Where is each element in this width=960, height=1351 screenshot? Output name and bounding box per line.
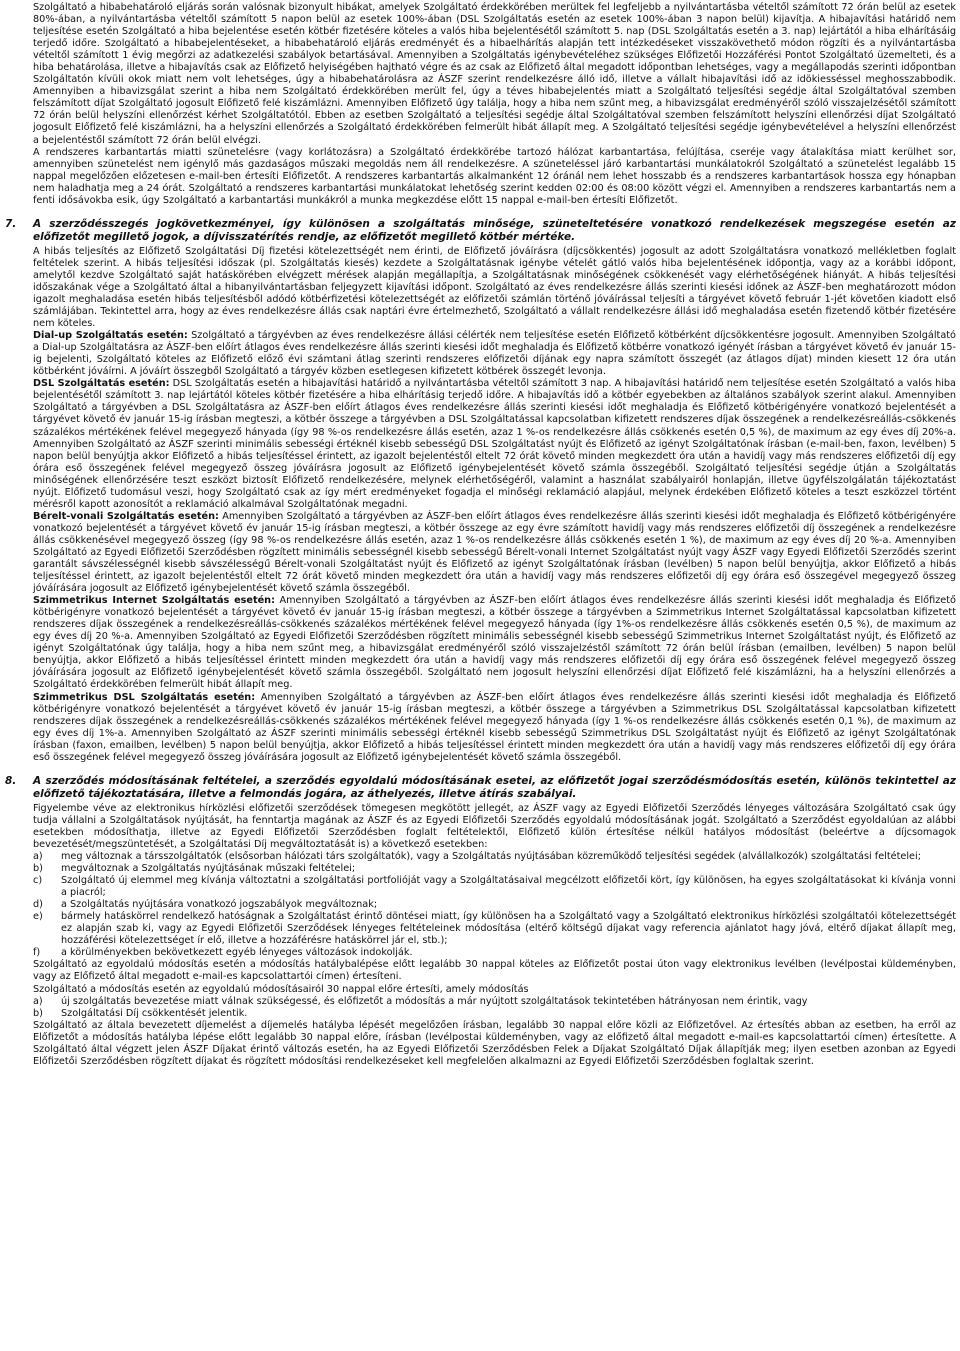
section-8-paragraph-1: Figyelembe véve az elektronikus hírközlési előfizetői szerződések tömegesen megkötött jellegét, az ÁSZF vagy az Egyedi Előfizetői Szerződés lényeges változására Szolgáltató csak úgy tudja vállalni a Szolgáltatások nyújtását, ha fenntartja magának az ÁSZF és az Egyedi Előfizetői Szerződés egyoldalú módosításának jogát. Szolgáltató a Szerződést egyoldalúan az alábbi esetekben módosíthatja, illetve az Egyedi Előfizetői Szerződésben foglalt feltételektől, Előfizető külön értesítése nélkül hatályos módosítást (beleértve a díjcsomagok bevezetését/megszüntetését, a Szolgáltatási Díj megváltoztatását is) a következő esetekben: (33, 802, 956, 850)
section-8-title: A szerződés módosításának feltételei, a szerződés egyoldalú módosításának esetei, az előfizetőt jogai szerződésmódosítás esetén, különös tekintettel az előfizető tájékoztatására, illetve a felmondás jogára, az áthelyezés, illetve átírás szabályai. (33, 774, 956, 800)
section-8-list-2 (33, 996, 956, 1020)
section-7-symint: Szimmetrikus Internet Szolgáltatás esetén: Amennyiben Szolgáltató a tárgyévben az ÁSZF-ben előírt átlagos éves rendelkezésre állás szerinti kiesési időt meghaladja és Előfizető kötbérigényre vonatkozó bejelentését a tárgyévet követő év január 15-ig írásban megteszi, a kötbér összege a tárgyévben a Szimmetrikus Internet Szolgáltatással kapcsolatban kifizetett rendszeres díjak összegének a rendelkezésreállás-csökkenés százalékos mértékének felével megegyező hányada (így 1%-os rendelkezésre állás csökkenés esetén 0,5 %), de maximum az egy éves díj 20 %-a. Amennyiben Szolgáltató az Egyedi Előfizetői Szerződésben rögzített minimális sebességnél kisebb sebességű Szimmetrikus Internet Szolgáltatást nyújt, és Előfizető az igényt Szolgáltatónak úgy találja, hogy a hiba nem szűnt meg, a hibavizsgálat eredményéről szóló visszajelzéstől számított 72 órán belül írásban (emailben, levélben) 5 napon belül benyújtja, akkor Előfizető a hibás teljesítéssel érintett minden megkezdett óra után a havidíj vagy más rendszeres előfizetői díj egy órára eső összegének felével megegyező összeg jóváírására jogosult az Előfizető igénybejelentését követő számla összegéből. Szolgáltató nem jogosult helyszíni ellenőrzési díjat Előfizető felé kiszámlázni, ha a helyszíni ellenőrzés a Szolgáltató érdekkörében felmerült hibát állapít meg. (33, 595, 956, 691)
section-7-title: A szerződésszegés jogkövetkezményei, így különösen a szolgáltatás minősége, szüneteltetésére vonatkozó rendelkezések megszegése esetén az előfizetőt megillető jogok, a díjvisszatérítés rendje, az előfizetőt megillető kötbér mértéke. (33, 217, 956, 243)
section-7-body (33, 246, 956, 764)
section-7-number: 7. (5, 217, 17, 230)
section-7-dsl: DSL Szolgáltatás esetén: DSL Szolgáltatás esetén a hibajavítási határidő a nyilvántartásba vételtől számított 3 nap. A hibajavítási határidő nem teljesítése esetén Szolgáltató a valós hiba bejelentésétől számított 3. nap lejártától köteles kötbér fizetésére a hiba elhárításig terjedő időre. A hibajavítás idő a kötbér egyebekben az általános szabályok szerint alakul. Amennyiben Szolgáltató a tárgyévben a DSL Szolgáltatásra az ÁSZF-ben előírt átlagos éves rendelkezésre állás szerinti kiesési időt meghaladja és Előfizető kötbérigényére vonatkozó bejelentését a tárgyévet követő év január 15-ig írásban megteszi, a kötbér összege a tárgyévben a DSL Szolgáltatással kapcsolatban kifizetett rendszeres díjak összegének a rendelkezésreállás-csökkenés százalékos mértékének felével megegyező hányada (így 98 %-os rendelkezésre állás esetén, azaz 1 %-os rendelkezésre állás csökkenés esetén 0,5 %), de maximum az egy éves díj 20%-a. Amennyiben Szolgáltató az ÁSZF szerinti minimális sebességi értéknél kisebb sebességű DSL Szolgáltatást nyújt és Előfizető az igényt Szolgáltatónak írásban (e-mail-ben, faxon, levélben) 5 napon belül benyújtja akkor Előfizető a hibás teljesítéssel érintett, az igazolt bejelentéstől eltelt 72 órát követő minden megkezdett óra után a havidíj vagy más rendszeres előfizetői díj egy órára eső összegének felével megegyező összeg jóváírásra jogosult az Előfizető igénybejelentését követő számla összegéből. Szolgáltató teljesítési segédje útján a Szolgáltatás minőségének ellenőrzésére teszt eszközt biztosít Előfizető rendelkezésére, melynek elérhetőségéről, valamint a használat szabályairól honlapján, illetve ügyfélszolgálatán tájékoztatást nyújt. Előfizető tudomásul veszi, hogy Szolgáltató csak az így mért eredményeket fogadja el minőségi reklamáció alapjául, melynek érdekében Előfizető köteles a teszt eszközzel történt mérésről kapott azonosítót a reklamáció alkalmával Szolgáltatónak megadni. (33, 378, 956, 510)
section-8-heading (5, 774, 956, 801)
section-7-paragraph-1: A hibás teljesítés az Előfizető Szolgáltatási Díj fizetési kötelezettségét nem érinti, de Előfizető jóváírásra (díjcsökkentés) jogosult az adott Szolgáltatásra vonatkozó mellékletben foglalt feltételek szerint. A hibás teljesítési időszak (pl. Szolgáltatás kiesés) kezdete a Szolgáltatásnak igénybe vételét gátló valós hiba bejelentésének időpontja, vagy az a korábbi időpont, amelytől kezdve Szolgáltató saját hatáskörében elvégzett mérések alapján megállapítja, a Szolgáltatásnak minőségének csökkenését vagy elérhetőségének hiányát. A hibás teljesítési időszakának vége a Szolgáltató által a hibanyilvántartásban feljegyzett kijavítási időpont. Szolgáltató az éves rendelkezésre állás szerinti kiesési időnek az ÁSZF-ben meghatározott módon igazolt meghaladása esetén hibás teljesítésből adódó kötbérfizetési kötelezettségét az előfizetői számlán történő jóváírással teljesíti a tárgyévet követő február 1-jét követően kiadott első számlájában. Tekintettel arra, hogy az éves rendelkezésre állás csak naptári évre értelmezhető, Szolgáltató a vállalt rendelkezésre állási idő meghaladása esetén fizetendő kötbér fizetésére nem köteles. (33, 245, 956, 330)
section-7-dialup: Dial-up Szolgáltatás esetén: Szolgáltató a tárgyévben az éves rendelkezésre állási célérték nem teljesítése esetén Előfizető kötbérként díjcsökkentésre jogosult. Amennyiben Szolgáltató a Dial-up Szolgáltatásra az ÁSZF-ben előírt átlagos éves rendelkezésre állás szerinti kiesési időt meghaladja és Előfizető kötbérre vonatkozó igényét írásban a tárgyévet követő év január 15-ig bejelenti, Szolgáltató köteles az Előfizető előző évi számtani átlag szerinti rendszeres előfizetői díjának egy napra számított összegét (az átlagos díjat) minden kiesett 12 óra után kötbérként jóváírni. A jóváírt összegből Szolgáltató a tárgyév közben esetlegesen kifizetett kötbérek összegét levonja. (33, 330, 956, 378)
list-item: b) megváltoznak a Szolgáltatás nyújtásának műszaki feltételei; (33, 863, 356, 875)
list-item: a) új szolgáltatás bevezetése miatt válnak szükségessé, és előfizetőt a módosítás a már nyújtott szolgáltatások tekintetében hátrányosan nem érintik, vagy (33, 995, 808, 1007)
list-item: c) Szolgáltató új elemmel meg kívánja változtatni a szolgáltatási portfolióját vagy a Szolgáltatásaival megcélzott előfizetői kört, így különösen, ha egyes szolgáltatásokat ki kívánja vonni a piacról; (33, 875, 956, 899)
section-7-symdsl: Szimmetrikus DSL Szolgáltatás esetén: Amennyiben Szolgáltató a tárgyévben az ÁSZF-ben előírt átlagos éves rendelkezésre állás szerinti kiesési időt meghaladja és Előfizető kötbérigényre vonatkozó bejelentését a tárgyévet követő év január 15-ig írásban megteszi, a kötbér összege a tárgyévben a Szimmetrikus DSL Szolgáltatással kapcsolatban kifizetett rendszeres díjak összegének a rendelkezésreállás-csökkenés százalékos mértékének felével megegyező hányada (így 1 %-os rendelkezésre állás csökkenés esetén 0,1 %), de maximum az egy éves díj 1%-a. Amennyiben Szolgáltató az ÁSZF szerinti minimális sebességi értéknél kisebb sebességű Szimmetrikus DSL Szolgáltatást nyújt és Előfizető az igényt Szolgáltatónak írásban (faxon, emailben, levélben) 5 napon belül benyújtja, akkor Előfizető a hibás teljesítéssel érintett minden megkezdett óra után a havidíj vagy más rendszeres előfizetői díj egy órára eső összegének felével megegyező összeg jóváírására jogosult az Előfizető igénybejelentését követő számla összegéből. (33, 691, 956, 763)
intro-paragraph-2: A rendszeres karbantartás miatti szünetelésre (vagy korlátozásra) a Szolgáltató érdekkörébe tartozó hálózat karbantartása, felújítása, cseréje vagy átalakítása miatt kerülhet sor, amennyiben szünetelést nem igénylő más gazdaságos műszaki megoldás nem áll rendelkezésre. A szüneteléssel járó karbantartási munkálatokról Szolgáltató a szünetelést legalább 15 nappal megelőzően előzetesen e-mail-ben értesíti Előfizetőt. A rendszeres karbantartás alkalmanként 12 óránál nem lehet hosszabb és a rendszeres karbantartások hossza egy hónapban nem haladhatja meg a 24 órát. Szolgáltató a rendszeres karbantartási munkálatokat lehetőség szerint kedden 02:00 és 08:00 között végzi el. Amennyiben a rendszeres karbantartás nem a fenti idősávokba esik, úgy Szolgáltató a karbantartási munkákról a munka megkezdése előtt 15 nappal e-mail-ben értesíti Előfizetőt. (33, 146, 956, 206)
list-item: d) a Szolgáltatás nyújtására vonatkozó jogszabályok megváltoznak; (33, 899, 378, 911)
section-8-paragraph-2: Szolgáltató az egyoldalú módosítás esetén a módosítás hatálybalépése előtt legalább 30 nappal köteles az Előfizetőt postai úton vagy elektronikus levélben (levélpostai küldeményben, vagy az Előfizető által megadott e-mail-es kapcsolattartói címen) értesíteni. (33, 959, 956, 983)
intro-paragraph-1: Szolgáltató a hibabehatároló eljárás során valósnak bizonyult hibákat, amelyek Szolgáltató érdekkörében merültek fel legfeljebb a nyilvántartásba vételtől számított 72 órán belül az esetek 80%-ában, a nyilvántartásba vételtől számított 5 napon belül az esetek 100%-ában (DSL Szolgáltatás esetén az esetek 100%-ában 3 napon belül) kijavítja. A hibajavítási határidő nem teljesítése esetén Szolgáltató a hiba bejelentése esetén kötbér fizetésére köteles a valós hiba bejelentésétől számított 5. nap (DSL Szolgáltatás esetén a 3. nap) lejártától a hiba elhárításáig terjedő időre. Szolgáltató a hibabejelentéseket, a hibabehatároló eljárás eredményét és a hibaelhárítás alapján tett intézkedéseket visszakövethető módon rögzíti és a nyilvántartásba vételtől számított 1 évig megőrzi az adatkezelési szabályok betartásával. Amennyiben a Szolgáltatás igénybevételéhez szükséges Előfizetői Hozzáférési Pontot Szolgáltató üzemelteti, és a hiba behatárolása, illetve a hibajavítás csak az Előfizető helyiségében hajtható végre és az csak az Előfizető által megadott időpontban lehetséges, vagy a megállapodás szerinti időpontban Szolgáltatón kívüli okok miatt nem volt lehetséges, úgy a hibabehatárolásra az ÁSZF szerint rendelkezésre álló idő, illetve a vállalt hibajavítási idő az idökiesséssel meghosszabbodik. Amennyiben a hibavizsgálat szerint a hiba nem Szolgáltató érdekkörében merült fel, úgy a téves hibabejelentés miatt a Szolgáltató teljesítési segédje által Szolgáltatóval szemben felszámított díjat Szolgáltató jogosult Előfizető felé kiszámlázni. Amennyiben Előfizető úgy találja, hogy a hiba nem szűnt meg, a hibavizsgálat eredményéről szóló visszajelzésétől számított 72 órán belül helyszíni ellenőrzést kérhet Szolgáltatótól. Ebben az esetben Szolgáltató a teljesítési segédje által Szolgáltatóval szemben felszámított helyszíni ellenőrzési díjat Szolgáltató jogosult Előfizető felé kiszámlázni, ha a helyszíni ellenőrzés a Szolgáltató érdekkörében felmerült hibát állapít meg. A Szolgáltató teljesítési segédje igénybevételével a helyszíni ellenőrzést a bejelentéstől számított 72 órán belül elvégzi. (33, 2, 956, 146)
section-8-paragraph-4: Szolgáltató az általa bevezetett díjemelést a díjemelés hatályba lépését megelőzően írásban, legalább 30 nappal előre közli az Előfizetővel. Az értesítés abban az esetben, ha erről az Előfizetőt a módosítás hatályba lépése előtt legalább 30 nappal előre, írásban (levélpostai küldeményben, vagy az előfizető által megadott e-mail-es kapcsolattartói címen) értesítette. A Szolgáltató által végzett jelen ÁSZF Díjakat érintő változás esetén, ha az Egyedi Előfizetői Szerződésben Felek a Díjakat Szolgáltató Díjak állapítják meg; ilyen esetben azonban az Egyedi Előfizetői Szerződésben rögzített díjakat és rögzített módosítási rendelkezéseket kell megfelelően alkalmazni az Egyedi Előfizetői Szerződésben foglaltak szerint. (33, 1019, 956, 1067)
section-8-number: 8. (5, 774, 17, 787)
section-8-body (33, 803, 956, 1068)
section-7-leased: Bérelt-vonali Szolgáltatás esetén: Amennyiben Szolgáltató a tárgyévben az ÁSZF-ben előírt átlagos éves rendelkezésre állás szerinti kiesési időt meghaladja és Előfizető kötbérigényére vonatkozó bejelentését a tárgyévet követő év január 15-ig írásban megteszi, a kötbér összege az egy évre számított havidíj vagy más rendszeres előfizetői díj összegének a rendelkezésre állás csökkenésével megegyező összeg (így 98 %-os rendelkezésre állás esetén, azaz 1 %-os rendelkezésre állás csökkenés esetén 1 %), de maximum az egy éves díj 20 %-a. Amennyiben Szolgáltató az Egyedi Előfizetői Szerződésben rögzített minimális sebességnél kisebb sebességű Bérelt-vonali Internet Szolgáltatást nyújt vagy ÁSZF vagy Egyedi Előfizetői Szerződés szerint garantált sávszélességnél kisebb sávszélességű Bérelt-vonali Szolgáltatást nyújt és Előfizető az igényt Szolgáltatónak írásban (levélben) 5 napon belül benyújtja, akkor Előfizető a hibás teljesítéssel érintett, az igazolt bejelentéstől eltelt 72 órát követő minden megkezdett óra után a havidíj vagy más rendszeres előfizetői díj egy órára eső összegével megegyező összeg jóváírására jogosult az Előfizető igénybejelentését követő számla összegéből. (33, 510, 957, 595)
section-8-list-1 (33, 851, 956, 959)
section-8-paragraph-3: Szolgáltató a módosítás esetén az egyoldalú módosításairól 30 nappal előre értesíti, amely módosítás (33, 983, 529, 995)
list-item: a) meg változnak a társszolgáltatók (elsősorban hálózati társ szolgáltatók), vagy a Szolgáltatás nyújtásában közreműködő teljesítési segédek (alvállalkozók) szolgáltatási feltételei; (33, 851, 921, 862)
section-7-heading (5, 217, 956, 244)
list-item: b) Szolgáltatási Díj csökkentését jelentik. (33, 1007, 248, 1019)
list-item: e) bármely hatáskörrel rendelkező hatóságnak a Szolgáltatást érintő döntései miatt, így különösen ha a Szolgáltató vagy a Szolgáltató elektronikus hírközlési szolgáltatói kötelezettségét ez alapján szab ki, vagy az Egyedi Előfizetői Szerződések lényeges feltételeinek módosítása (eltérő költségű díjakat vagy referencia ajánlatot hagy jóvá, eltérő díjakat állapít meg, hozzáférési kötelezettséget ír elő, illetve a hozzáférésre hatáskörrel jár el, stb.); (33, 911, 956, 947)
list-item: f) a körülményekben bekövetkezett egyéb lényeges változások indokolják. (33, 947, 413, 959)
